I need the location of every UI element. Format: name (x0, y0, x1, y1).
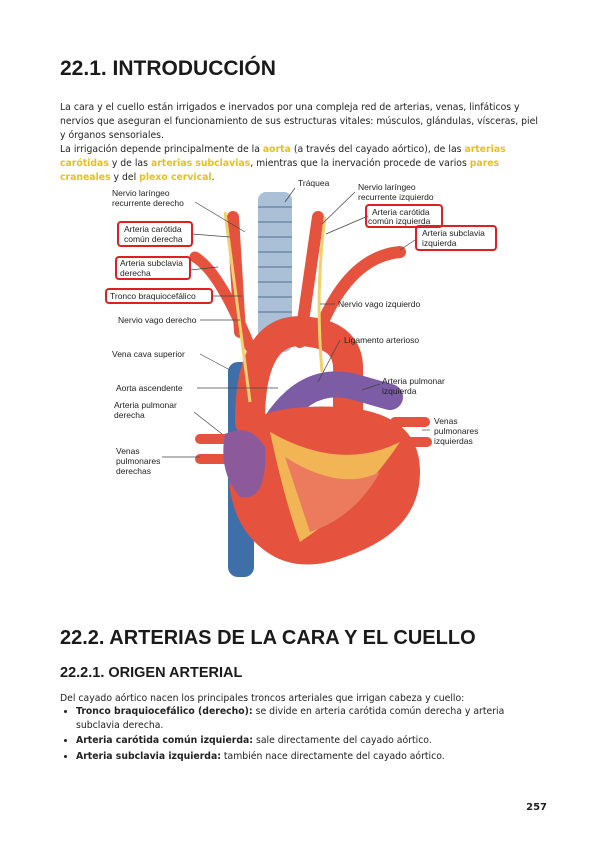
label-pulmonar-izq-1: Arteria pulmonar (382, 376, 445, 386)
bullet-term: Arteria subclavia izquierda: (76, 750, 221, 762)
origen-intro-text: Del cayado aórtico nacen los principales troncos arteriales que irrigan cabeza y cuello: (60, 693, 465, 704)
text-run: y de las (108, 158, 151, 169)
label-pulmonar-izq-2: izquierda (382, 386, 417, 396)
highlight-carotidas: arterias carótidas (60, 144, 506, 169)
label-nervio-laringeo-der-1: Nervio laríngeo (112, 188, 170, 198)
list-item (76, 734, 536, 748)
label-vago-izq: Nervio vago izquierdo (338, 299, 421, 309)
highlight-subclavias: arterias subclavias (150, 158, 251, 169)
label-tronco: Tronco braquiocefálico (110, 291, 196, 301)
label-vago-der: Nervio vago derecho (118, 315, 197, 325)
bullet-term: Arteria carótida común izquierda: (76, 735, 254, 746)
label-subclavia-izq-2: izquierda (422, 238, 457, 248)
label-venas-pulm-izq-3: izquierdas (434, 436, 473, 446)
bullet-text: se divide en arteria carótida común derecha y arteria subclavia derecha. (76, 706, 505, 731)
label-venas-pulm-der-2: pulmonares (116, 456, 161, 466)
label-traquea: Tráquea (298, 178, 330, 188)
highlight-plexo: plexo cervical (139, 172, 212, 183)
text-run: (a través del cayado aórtico), de las (290, 144, 465, 155)
text-run: y del (110, 172, 140, 183)
label-venas-pulm-der-3: derechas (116, 466, 151, 476)
text-run: . (211, 172, 215, 183)
label-subclavia-izq-1: Arteria subclavia (422, 228, 485, 238)
bullet-list (60, 705, 536, 765)
label-venas-pulm-izq-1: Venas (434, 416, 458, 426)
intro-paragraph-1: La cara y el cuello están irrigados e inervados por una compleja red de arterias, venas, linfáticos y nervios que aseguran el funcionamiento de sus estructuras vitales: músculos, glándulas, vísceras, piel y órganos sensoriales. (60, 102, 538, 141)
text-run: , mientras que la inervación procede de varios (250, 158, 470, 169)
highlight-pares: pares craneales (60, 158, 500, 183)
label-aorta-asc: Aorta ascendente (116, 383, 183, 393)
page-number: 257 (526, 802, 547, 813)
list-item (76, 750, 536, 764)
bullet-text: sale directamente del cayado aórtico. (253, 735, 432, 746)
list-item (76, 705, 536, 732)
label-pulmonar-der-1: Arteria pulmonar (114, 400, 177, 410)
label-carotida-der-1: Arteria carótida (124, 224, 182, 234)
highlight-boxes (106, 205, 496, 303)
label-vena-cava: Vena cava superior (112, 349, 185, 359)
label-nervio-laringeo-der-2: recurrente derecho (112, 198, 184, 208)
label-venas-pulm-izq-2: pulmonares (434, 426, 479, 436)
label-venas-pulm-der-1: Venas (116, 446, 140, 456)
section-heading: 22.1. INTRODUCCIÓN (60, 57, 276, 80)
section-heading-2: 22.2. ARTERIAS DE LA CARA Y EL CUELLO (60, 627, 476, 649)
label-pulmonar-der-2: derecha (114, 410, 145, 420)
label-subclavia-der-1: Arteria subclavia (120, 258, 183, 268)
subsection-heading: 22.2.1. ORIGEN ARTERIAL (60, 665, 243, 681)
label-nervio-laringeo-izq-2: recurrente izquierdo (358, 192, 434, 202)
label-ligamento: Ligamento arterioso (344, 335, 420, 345)
label-nervio-laringeo-izq-1: Nervio laríngeo (358, 182, 416, 192)
bullet-text: también nace directamente del cayado aórtico. (220, 750, 445, 762)
label-carotida-der-2: común derecha (124, 234, 183, 244)
bullet-term: Tronco braquiocefálico (derecho): (76, 706, 253, 717)
heart-anatomy-figure (100, 172, 500, 587)
label-carotida-izq-1: Arteria carótida (372, 207, 430, 217)
highlight-aorta: aorta (262, 144, 291, 155)
text-run: La irrigación depende principalmente de la (60, 144, 263, 155)
label-carotida-izq-2: común izquierda (368, 216, 431, 226)
label-subclavia-der-2: derecha (120, 268, 151, 278)
